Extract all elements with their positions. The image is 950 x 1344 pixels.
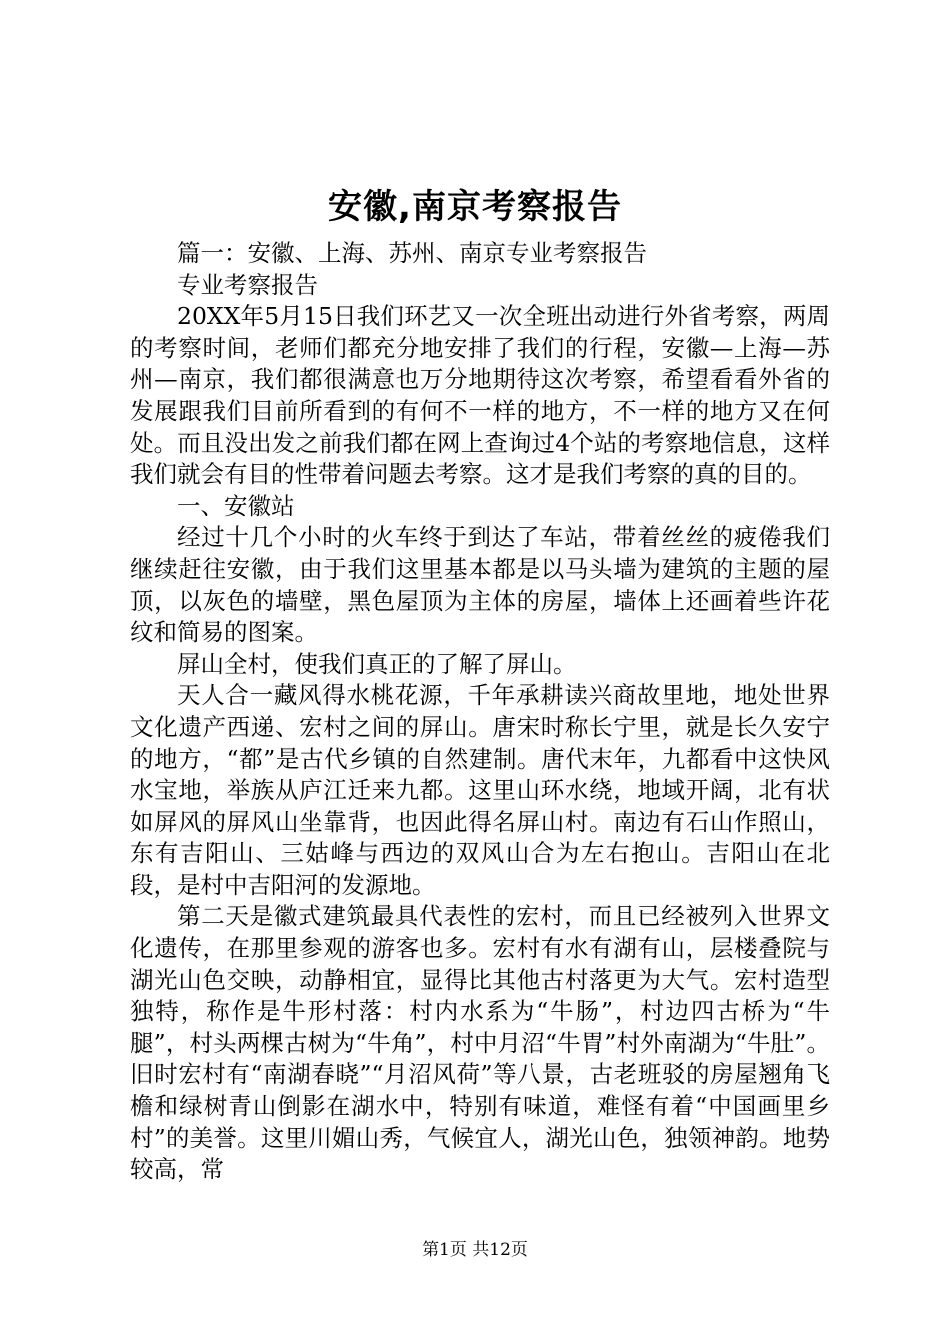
document-body (130, 238, 830, 1186)
paragraph-pingshan-description: 天人合一藏风得水桃花源，千年承耕读兴商故里地，地处世界文化遗产西递、宏村之间的屏山。唐宋时称长宁里，就是长久安宁的地方，“都”是古代乡镇的自然建制。唐代末年，九都看中这快风水宝地，举族从庐江迁来九都。这里山环水绕，地域开阔，北有状如屏风的屏风山坐靠背，也因此得名屏山村。南边有石山作照山，东有吉阳山、三姑峰与西边的双风山合为左右抱山。吉阳山在北段，是村中吉阳河的发源地。 (130, 681, 830, 899)
paragraph-section-heading-anhui: 一、安徽站 (177, 491, 295, 520)
paragraph-pingshan-intro: 屏山全村，使我们真正的了解了屏山。 (177, 649, 577, 678)
paragraph-report-subtitle: 专业考察报告 (177, 270, 318, 299)
paragraph-intro: 20XX年5月15日我们环艺又一次全班出动进行外省考察，两周的考察时间，老师们都充分地安排了我们的行程，安徽—上海—苏州—南京，我们都很满意也万分地期待这次考察，希望看看外省的发展跟我们目前所看到的有何不一样的地方，不一样的地方又在何处。而且没出发之前我们都在网上查询过4个站的考察地信息，这样我们就会有目的性带着问题去考察。这才是我们考察的真的目的。 (130, 302, 830, 489)
document-title: 安徽,南京考察报告 (328, 187, 622, 227)
paragraph-chapter-heading: 篇一：安徽、上海、苏州、南京专业考察报告 (177, 239, 647, 267)
page-number-footer: 第1页 共12页 (422, 1240, 528, 1260)
paragraph-arrival: 经过十几个小时的火车终于到达了车站，带着丝丝的疲倦我们继续赶往安徽，由于我们这里基本都是以马头墙为建筑的主题的屋顶，以灰色的墙壁，黑色屋顶为主体的房屋，墙体上还画着些许花纹和简易的图案。 (130, 523, 830, 647)
paragraph-hongcun: 第二天是徽式建筑最具代表性的宏村，而且已经被列入世界文化遗传，在那里参观的游客也多。宏村有水有湖有山，层楼叠院与湖光山色交映，动静相宜，显得比其他古村落更为大气。宏村造型独特，称作是牛形村落：村内水系为“牛肠”，村边四古桥为“牛腿”，村头两棵古树为“牛角”，村中月沼“牛胃”村外南湖为“牛肚”。旧时宏村有“南湖春晓”“月沼风荷”等八景，古老班驳的房屋翘角飞檐和绿树青山倒影在湖水中，特别有味道，难怪有着“中国画里乡村”的美誉。这里川媚山秀，气候宜人，湖光山色，独领神韵。地势较高，常 (130, 902, 830, 1184)
